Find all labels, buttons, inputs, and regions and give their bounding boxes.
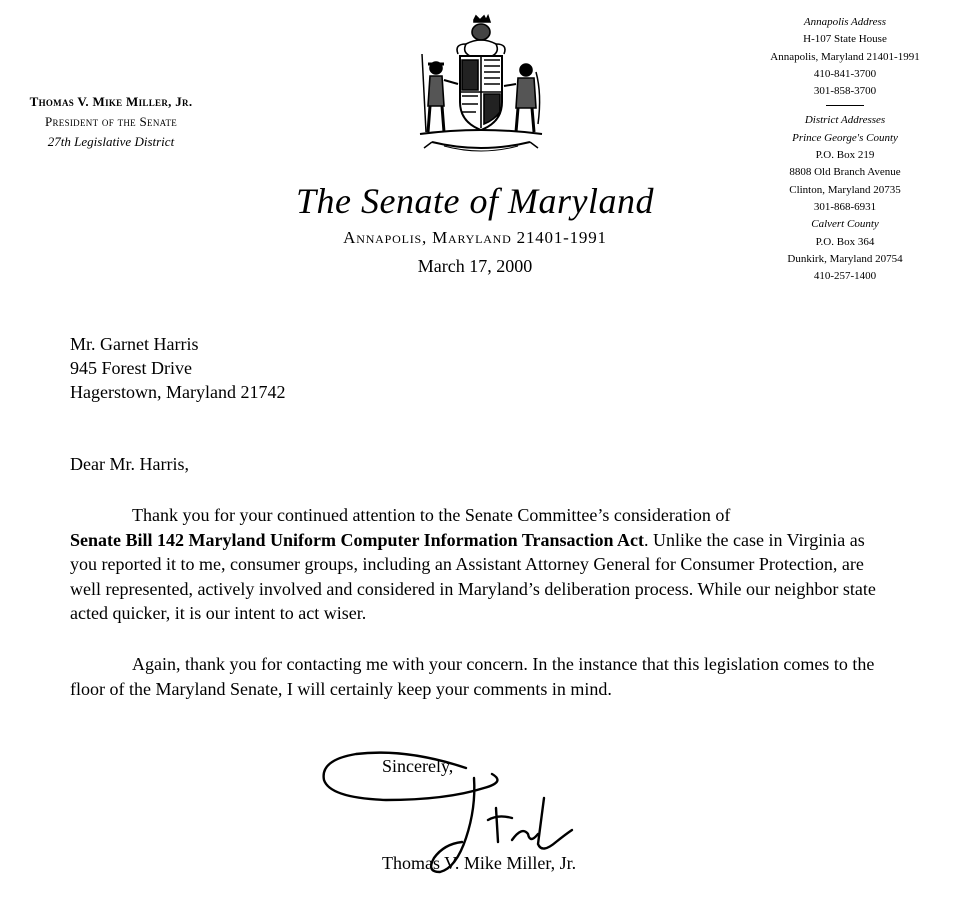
sender-name: Thomas V. Mike Miller, Jr. [29,94,193,109]
district-address-line: Dunkirk, Maryland 20754 [787,252,903,265]
district-address-line: P.O. Box 219 [815,149,875,162]
county-name: Calvert County [811,218,879,231]
district-address-heading: District Addresses [804,114,886,127]
sender-title: President of the Senate [44,114,178,129]
letter-date: March 17, 2000 [417,256,533,276]
county-name: Prince George's County [792,131,898,144]
recipient-name: Mr. Garnet Harris [70,334,199,354]
sender-district: 27th Legislative District [47,134,175,149]
letterhead-title: The Senate of Maryland [296,181,654,221]
sender-block [6,92,216,152]
salutation: Dear Mr. Harris, [70,454,189,474]
maryland-seal-icon [414,14,548,158]
district-address-line: 8808 Old Branch Avenue [789,166,901,179]
bill-title: Senate Bill 142 Maryland Uniform Computer Information Transaction Act [70,529,644,550]
district-phone: 301-868-6931 [813,200,877,213]
body-paragraph-2 [70,652,890,701]
annapolis-address-line: H-107 State House [803,33,887,46]
district-address-line: Clinton, Maryland 20735 [789,183,901,196]
recipient-city: Hagerstown, Maryland 21742 [70,382,286,402]
address-divider [826,105,864,106]
paragraph-text: . Unlike the case in Virginia as you reported it to me, consumer groups, including an Assistant Attorney General for Consumer Protection, are well represented, actively involved and considered in Maryland’s deliberation process. While our neighbor state acted quicker, it is our intent to act wiser. [70,529,876,624]
letterhead-city: Annapolis, Maryland 21401-1991 [343,228,607,247]
paragraph-text: Again, thank you for contacting me with your concern. In the instance that this legislation comes to the floor of the Maryland Senate, I will certainly keep your comments in mind. [70,654,875,699]
signer-name: Thomas V. Mike Miller, Jr. [382,853,577,873]
address-block [742,14,948,285]
recipient-street: 945 Forest Drive [70,358,192,378]
recipient-address [70,332,285,404]
annapolis-address-heading: Annapolis Address [803,16,887,28]
body-paragraph-1 [70,503,890,626]
district-address-line: P.O. Box 364 [815,235,875,248]
annapolis-phone: 410-841-3700 [813,67,877,80]
district-phone: 410-257-1400 [813,270,877,283]
closing-sincerely: Sincerely, [382,756,454,776]
annapolis-address-line: Annapolis, Maryland 21401-1991 [770,50,920,63]
annapolis-phone: 301-858-3700 [813,85,877,98]
paragraph-text: Thank you for your continued attention to the Senate Committee’s consideration of [132,505,731,525]
